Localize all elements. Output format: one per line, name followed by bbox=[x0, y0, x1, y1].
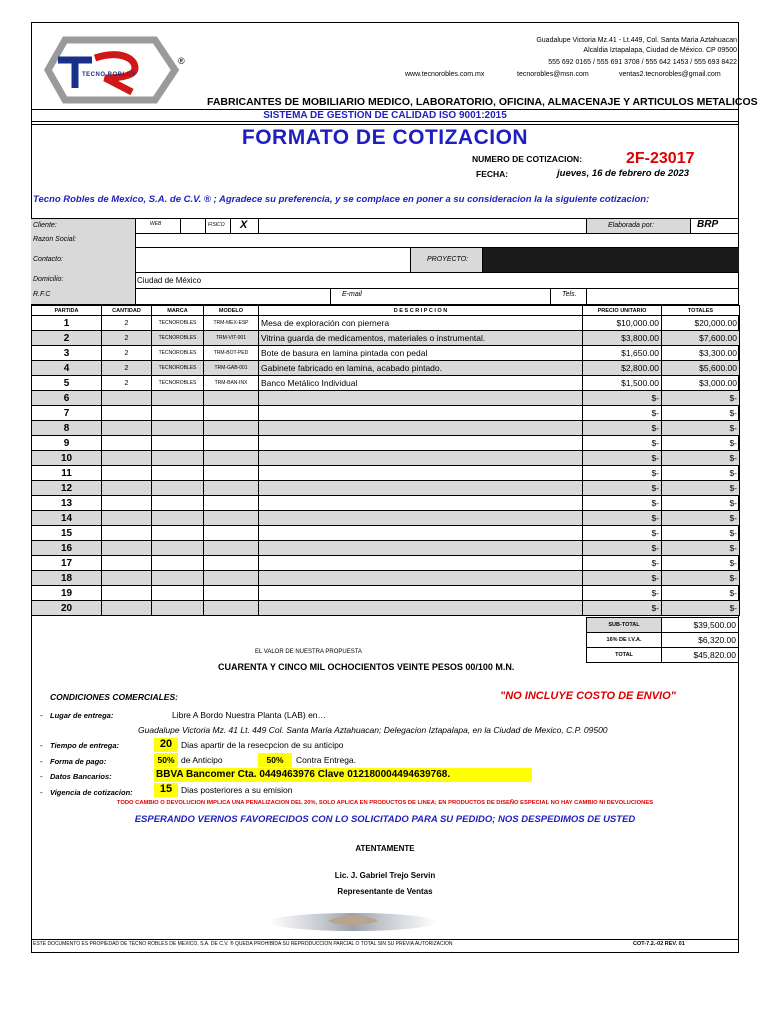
total-cell: $7,600.00 bbox=[662, 331, 740, 346]
amount-label: EL VALOR DE NUESTRA PROPUESTA bbox=[255, 649, 362, 655]
partida-cell: 18 bbox=[32, 571, 102, 586]
header-descripcion: D E S C R I P C I O N bbox=[259, 306, 583, 316]
no-shipping-note: "NO INCLUYE COSTO DE ENVIO" bbox=[500, 690, 676, 702]
cantidad-cell: 2 bbox=[102, 361, 152, 376]
bank-data-value: BBVA Bancomer Cta. 0449463976 Clave 012180004494639768. bbox=[154, 768, 532, 782]
modelo-cell bbox=[204, 556, 259, 571]
marca-cell bbox=[152, 451, 204, 466]
thanks-message: Tecno Robles de Mexico, S.A. de C.V. ® ; Agradece su preferencia, y se complace en poner a su consideracion la la siguiente cotizacion: bbox=[33, 194, 650, 205]
cantidad-cell bbox=[102, 496, 152, 511]
total-cell: $- bbox=[662, 406, 740, 421]
total-cell: $- bbox=[662, 481, 740, 496]
modelo-cell bbox=[204, 541, 259, 556]
precio-cell: $- bbox=[583, 391, 662, 406]
precio-cell: $- bbox=[583, 526, 662, 541]
modelo-cell bbox=[204, 526, 259, 541]
marca-cell bbox=[152, 466, 204, 481]
marca-cell bbox=[152, 556, 204, 571]
email-link-1[interactable]: tecnorobles@msn.com bbox=[517, 71, 589, 78]
precio-cell: $- bbox=[583, 556, 662, 571]
fisico-checkbox[interactable]: X bbox=[240, 219, 248, 231]
table-row bbox=[32, 451, 740, 466]
header-marca: MARCA bbox=[152, 306, 204, 316]
tecnorobles-logo bbox=[40, 30, 190, 110]
precio-cell: $1,500.00 bbox=[583, 376, 662, 391]
total-cell: $20,000.00 bbox=[662, 316, 740, 331]
cantidad-cell bbox=[102, 526, 152, 541]
marca-cell bbox=[152, 496, 204, 511]
partida-cell: 9 bbox=[32, 436, 102, 451]
marca-cell: TECNOROBLES bbox=[152, 331, 204, 346]
rfc-label: R.F.C bbox=[33, 291, 51, 298]
partida-cell: 6 bbox=[32, 391, 102, 406]
website-link[interactable]: www.tecnorobles.com.mx bbox=[405, 71, 485, 78]
quote-number-label: NUMERO DE COTIZACION: bbox=[472, 154, 583, 164]
modelo-cell bbox=[204, 421, 259, 436]
precio-cell: $- bbox=[583, 406, 662, 421]
total-cell: $- bbox=[662, 496, 740, 511]
partida-cell: 11 bbox=[32, 466, 102, 481]
signer-name: Lic. J. Gabriel Trejo Servin bbox=[334, 871, 436, 880]
delivery-time-label: Tiempo de entrega: bbox=[50, 741, 120, 750]
descripcion-cell bbox=[259, 601, 583, 616]
descripcion-cell bbox=[259, 421, 583, 436]
partida-cell: 19 bbox=[32, 586, 102, 601]
iva-value: $6,320.00 bbox=[662, 633, 739, 648]
descripcion-cell bbox=[259, 511, 583, 526]
total-cell: $3,000.00 bbox=[662, 376, 740, 391]
precio-cell: $- bbox=[583, 421, 662, 436]
conditions-title: CONDICIONES COMERCIALES: bbox=[50, 692, 178, 702]
precio-cell: $- bbox=[583, 496, 662, 511]
table-row bbox=[32, 586, 740, 601]
total-label: TOTAL bbox=[587, 648, 662, 663]
descripcion-cell bbox=[259, 586, 583, 601]
table-header-row bbox=[32, 306, 740, 316]
modelo-cell bbox=[204, 571, 259, 586]
total-cell: $- bbox=[662, 421, 740, 436]
modelo-cell: TRM-MEX-ESP bbox=[204, 316, 259, 331]
total-cell: $- bbox=[662, 526, 740, 541]
table-row bbox=[32, 376, 740, 391]
marca-cell: TECNOROBLES bbox=[152, 376, 204, 391]
total-cell: $- bbox=[662, 451, 740, 466]
advance-text: de Anticipo bbox=[181, 755, 223, 765]
quote-date: jueves, 16 de febrero de 2023 bbox=[557, 168, 690, 179]
delivery-time-text: Dias apartir de la resecpcion de su anticipo bbox=[181, 740, 344, 750]
contact-label: Contacto: bbox=[33, 256, 63, 263]
project-value-box[interactable] bbox=[482, 248, 739, 272]
cantidad-cell bbox=[102, 421, 152, 436]
descripcion-cell bbox=[259, 526, 583, 541]
descripcion-cell bbox=[259, 391, 583, 406]
precio-cell: $3,800.00 bbox=[583, 331, 662, 346]
precio-cell: $- bbox=[583, 601, 662, 616]
partida-cell: 17 bbox=[32, 556, 102, 571]
marca-cell bbox=[152, 601, 204, 616]
table-row bbox=[32, 541, 740, 556]
table-row bbox=[32, 361, 740, 376]
total-cell: $- bbox=[662, 466, 740, 481]
table-row bbox=[32, 481, 740, 496]
table-row bbox=[32, 391, 740, 406]
descripcion-cell bbox=[259, 481, 583, 496]
payment-form-label: Forma de pago: bbox=[50, 757, 107, 766]
cantidad-cell bbox=[102, 391, 152, 406]
cantidad-cell bbox=[102, 586, 152, 601]
validity-label: Vigencia de cotizacion: bbox=[50, 788, 133, 797]
modelo-cell bbox=[204, 436, 259, 451]
table-row bbox=[32, 511, 740, 526]
bank-data-label: Datos Bancarios: bbox=[50, 772, 112, 781]
partida-cell: 7 bbox=[32, 406, 102, 421]
table-row bbox=[32, 526, 740, 541]
total-value: $45,820.00 bbox=[662, 648, 739, 663]
header-cantidad: CANTIDAD bbox=[102, 306, 152, 316]
delivery-place-label: Lugar de entrega: bbox=[50, 711, 114, 720]
delivery-days: 20 bbox=[154, 738, 178, 752]
precio-cell: $- bbox=[583, 571, 662, 586]
cantidad-cell: 2 bbox=[102, 376, 152, 391]
handshake-image bbox=[268, 908, 438, 934]
modelo-cell bbox=[204, 481, 259, 496]
cantidad-cell bbox=[102, 556, 152, 571]
partida-cell: 13 bbox=[32, 496, 102, 511]
marca-cell bbox=[152, 571, 204, 586]
descripcion-cell bbox=[259, 406, 583, 421]
cantidad-cell: 2 bbox=[102, 316, 152, 331]
table-row bbox=[32, 436, 740, 451]
descripcion-cell: Gabinete fabricado en lamina, acabado pintado. bbox=[259, 361, 583, 376]
descripcion-cell bbox=[259, 466, 583, 481]
modelo-cell bbox=[204, 586, 259, 601]
address-label: Domicilio: bbox=[33, 276, 64, 283]
company-tagline: FABRICANTES DE MOBILIARIO MEDICO, LABORATORIO, OFICINA, ALMACENAJE Y ARTICULOS METALICOS bbox=[207, 96, 758, 108]
total-cell: $- bbox=[662, 511, 740, 526]
descripcion-cell bbox=[259, 556, 583, 571]
modelo-cell: TRM-BAN-INX bbox=[204, 376, 259, 391]
partida-cell: 15 bbox=[32, 526, 102, 541]
descripcion-cell bbox=[259, 436, 583, 451]
total-cell: $- bbox=[662, 586, 740, 601]
header-partida: PARTIDA bbox=[32, 306, 102, 316]
partida-cell: 14 bbox=[32, 511, 102, 526]
total-cell: $- bbox=[662, 436, 740, 451]
modelo-cell bbox=[204, 496, 259, 511]
modelo-cell bbox=[204, 466, 259, 481]
cantidad-cell bbox=[102, 511, 152, 526]
precio-cell: $- bbox=[583, 451, 662, 466]
header-modelo: MODELO bbox=[204, 306, 259, 316]
total-cell: $- bbox=[662, 541, 740, 556]
address-line-2: Alcaldia Iztapalapa, Ciudad de México. CP 09500 bbox=[583, 47, 737, 54]
project-label: PROYECTO: bbox=[427, 256, 469, 263]
cantidad-cell bbox=[102, 406, 152, 421]
totals-table bbox=[586, 617, 739, 663]
partida-cell: 1 bbox=[32, 316, 102, 331]
address-line-1: Guadalupe Victoria Mz.41 - Lt.449, Col. Santa Maria Aztahuacan bbox=[536, 37, 737, 44]
partida-cell: 8 bbox=[32, 421, 102, 436]
cantidad-cell bbox=[102, 466, 152, 481]
modelo-cell: TRM-BOT-PED bbox=[204, 346, 259, 361]
header-totales: TOTALES bbox=[662, 306, 740, 316]
table-row bbox=[32, 556, 740, 571]
descripcion-cell bbox=[259, 541, 583, 556]
logo-brand-text: TECNO ROBLES bbox=[82, 72, 136, 78]
validity-days: 15 bbox=[154, 783, 178, 797]
partida-cell: 3 bbox=[32, 346, 102, 361]
atentamente: ATENTAMENTE bbox=[355, 844, 415, 853]
descripcion-cell bbox=[259, 496, 583, 511]
precio-cell: $- bbox=[583, 436, 662, 451]
precio-cell: $- bbox=[583, 586, 662, 601]
total-cell: $5,600.00 bbox=[662, 361, 740, 376]
marca-cell bbox=[152, 526, 204, 541]
descripcion-cell bbox=[259, 451, 583, 466]
delivery-address: Guadalupe Victoria Mz. 41 Lt. 449 Col. Santa Maria Aztahuacan; Delegacion Iztapalapa, en la Ciudad de Mexico, C.P. 09500 bbox=[138, 725, 608, 735]
web-label: WEB bbox=[150, 221, 162, 227]
elaborada-label: Elaborada por: bbox=[608, 222, 654, 229]
cantidad-cell bbox=[102, 436, 152, 451]
precio-cell: $- bbox=[583, 541, 662, 556]
marca-cell: TECNOROBLES bbox=[152, 361, 204, 376]
delivery-payment-text: Contra Entrega. bbox=[296, 755, 357, 765]
cantidad-cell bbox=[102, 451, 152, 466]
marca-cell bbox=[152, 436, 204, 451]
header-precio: PRECIO UNITARIO bbox=[583, 306, 662, 316]
fisico-label: FISICO bbox=[208, 222, 225, 228]
subtotal-value: $39,500.00 bbox=[662, 618, 739, 633]
descripcion-cell bbox=[259, 571, 583, 586]
modelo-cell bbox=[204, 406, 259, 421]
tels-label: Tels. bbox=[562, 291, 577, 298]
marca-cell bbox=[152, 481, 204, 496]
modelo-cell bbox=[204, 511, 259, 526]
quality-system: SISTEMA DE GESTION DE CALIDAD ISO 9001:2015 bbox=[263, 110, 507, 121]
partida-cell: 12 bbox=[32, 481, 102, 496]
razon-social-label: Razon Social: bbox=[33, 236, 77, 243]
precio-cell: $10,000.00 bbox=[583, 316, 662, 331]
descripcion-cell: Bote de basura en lamina pintada con pedal bbox=[259, 346, 583, 361]
precio-cell: $1,650.00 bbox=[583, 346, 662, 361]
marca-cell bbox=[152, 406, 204, 421]
marca-cell bbox=[152, 421, 204, 436]
modelo-cell bbox=[204, 391, 259, 406]
total-cell: $- bbox=[662, 571, 740, 586]
marca-cell: TECNOROBLES bbox=[152, 316, 204, 331]
table-row bbox=[32, 346, 740, 361]
descripcion-cell: Banco Metálico Individual bbox=[259, 376, 583, 391]
precio-cell: $- bbox=[583, 511, 662, 526]
descripcion-cell: Mesa de exploración con piernera bbox=[259, 316, 583, 331]
phones: 555 692 0165 / 555 691 3708 / 555 642 1453 / 555 693 8422 bbox=[548, 59, 737, 66]
cantidad-cell bbox=[102, 481, 152, 496]
total-cell: $3,300.00 bbox=[662, 346, 740, 361]
client-address-value: Ciudad de México bbox=[137, 276, 202, 285]
precio-cell: $2,800.00 bbox=[583, 361, 662, 376]
table-row bbox=[32, 316, 740, 331]
registered-mark: ® bbox=[178, 56, 185, 66]
table-row bbox=[32, 466, 740, 481]
marca-cell bbox=[152, 511, 204, 526]
table-row bbox=[32, 496, 740, 511]
quote-number: 2F-23017 bbox=[626, 150, 695, 167]
total-cell: $- bbox=[662, 556, 740, 571]
precio-cell: $- bbox=[583, 481, 662, 496]
marca-cell bbox=[152, 586, 204, 601]
date-label: FECHA: bbox=[476, 169, 509, 179]
total-cell: $- bbox=[662, 601, 740, 616]
signer-role: Representante de Ventas bbox=[337, 887, 433, 896]
partida-cell: 20 bbox=[32, 601, 102, 616]
client-label: Cliente: bbox=[33, 222, 57, 229]
footer-code: COT-7.2.-02 REV. 01 bbox=[633, 941, 685, 947]
modelo-cell: TRM-GAB-001 bbox=[204, 361, 259, 376]
cantidad-cell: 2 bbox=[102, 331, 152, 346]
email-link-2[interactable]: ventas2.tecnorobles@gmail.com bbox=[619, 71, 721, 78]
partida-cell: 2 bbox=[32, 331, 102, 346]
items-table bbox=[31, 305, 740, 616]
partida-cell: 10 bbox=[32, 451, 102, 466]
cantidad-cell bbox=[102, 601, 152, 616]
elaborada-value: BRP bbox=[697, 219, 719, 230]
subtotal-label: SUB-TOTAL bbox=[587, 618, 662, 633]
delivery-payment-percent: 50% bbox=[258, 753, 292, 767]
partida-cell: 4 bbox=[32, 361, 102, 376]
marca-cell bbox=[152, 391, 204, 406]
cantidad-cell bbox=[102, 541, 152, 556]
iva-label: 16% DE I.V.A. bbox=[587, 633, 662, 648]
modelo-cell: TRM-VIT-001 bbox=[204, 331, 259, 346]
advance-percent: 50% bbox=[154, 753, 178, 767]
farewell-message: ESPERANDO VERNOS FAVORECIDOS CON LO SOLICITADO PARA SU PEDIDO; NOS DESPEDIMOS DE USTED bbox=[134, 814, 636, 825]
precio-cell: $- bbox=[583, 466, 662, 481]
email-label: E-mail bbox=[342, 291, 362, 298]
table-row bbox=[32, 421, 740, 436]
validity-text: Dias posteriores a su emision bbox=[181, 785, 293, 795]
partida-cell: 16 bbox=[32, 541, 102, 556]
amount-in-words: CUARENTA Y CINCO MIL OCHOCIENTOS VEINTE PESOS 00/100 M.N. bbox=[218, 662, 515, 672]
table-row bbox=[32, 601, 740, 616]
footer-notice: ESTE DOCUMENTO ES PROPIEDAD DE TECNO ROBLES DE MEXICO, S.A. DE C.V. ® QUEDA PROHIBIDA SU REPRODUCCION PARCIAL O TOTAL SIN SU PREVIA AUTORIZACION bbox=[33, 941, 453, 947]
descripcion-cell: Vitrina guarda de medicamentos, materiales o instrumental. bbox=[259, 331, 583, 346]
partida-cell: 5 bbox=[32, 376, 102, 391]
delivery-place-value: Libre A Bordo Nuestra Planta (LAB) en… bbox=[172, 710, 327, 720]
marca-cell: TECNOROBLES bbox=[152, 346, 204, 361]
total-cell: $- bbox=[662, 391, 740, 406]
modelo-cell bbox=[204, 601, 259, 616]
table-row bbox=[32, 406, 740, 421]
return-policy-warning: TODO CAMBIO O DEVOLUCION IMPLICA UNA PENALIZACION DEL 20%, SOLO APLICA EN PRODUCTOS DE LINEA; EN PRODUCTOS DE DISEÑO ESPECIAL NO HAY CAMBIO NI DEVOLUCIONES bbox=[116, 800, 654, 806]
table-row bbox=[32, 571, 740, 586]
cantidad-cell bbox=[102, 571, 152, 586]
document-title: FORMATO DE COTIZACION bbox=[241, 126, 529, 149]
table-row bbox=[32, 331, 740, 346]
marca-cell bbox=[152, 541, 204, 556]
modelo-cell bbox=[204, 451, 259, 466]
cantidad-cell: 2 bbox=[102, 346, 152, 361]
